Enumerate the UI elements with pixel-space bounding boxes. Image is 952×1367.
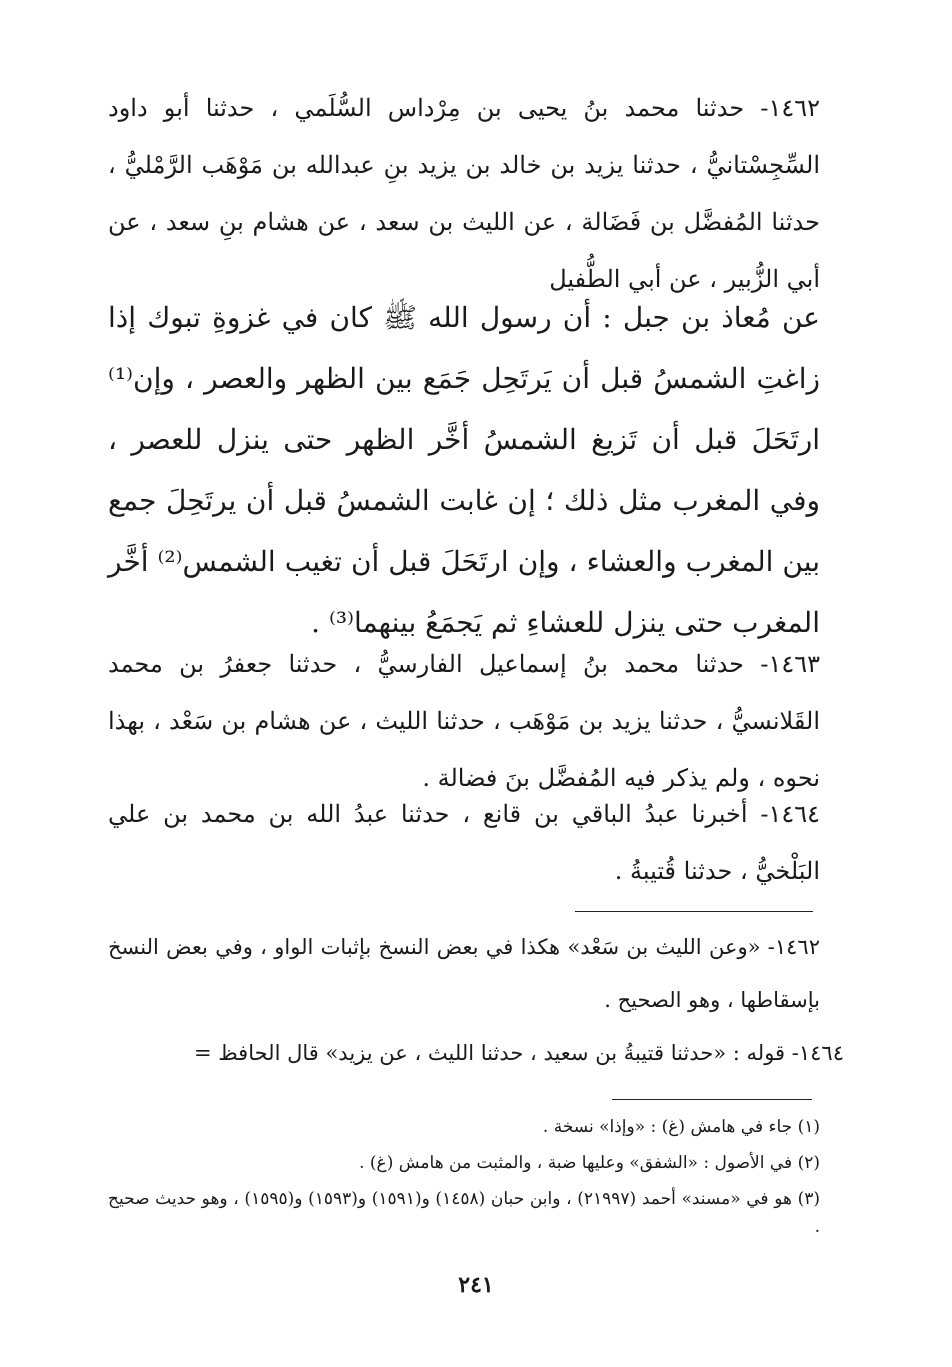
hadith-1462: ١٤٦٢- حدثنا محمد بنُ يحيى بن مِرْداس السُّلَمي ، حدثنا أبو داود السِّجِسْتانيُّ ، حدثنا يزيد بن خالد بن يزيد بنِ عبدالله بن مَوْهَب الرَّمْليُّ ، حدثنا المُفضَّل بن فَضَالة ، عن الليث بن سعد ، عن هشام بنِ سعد ، عن أبي الزُّبير ، عن أبي الطُّفيل xyxy=(108,94,820,293)
note-1462: ١٤٦٢- «وعن الليث بن سَعْد» هكذا في بعض النسخ بإثبات الواو ، وفي بعض النسخ بإسقاطها ، وهو الصحيح . xyxy=(108,935,820,1012)
footnote-3: (٣) هو في «مسند» أحمد (٢١٩٩٧) ، وابن حبان (١٤٥٨) و(١٥٩١) و(١٥٩٣) و(١٥٩٥) ، وهو حديث صحيح . xyxy=(108,1189,821,1237)
hadith-main-text: عن مُعاذ بن جبل : أن رسول الله ﷺ كان في غزوةِ تبوك إذا زاغتِ الشمسُ قبل أن يَرتَحِل جَمَع بين الظهر والعصر ، وإن⁽¹⁾ ارتَحَلَ قبل أن تَزيغ الشمسُ أخَّر الظهر حتى ينزل للعصر ، وفي المغرب مثل ذلك ؛ إن غابت الشمسُ قبل أن يرتَحِلَ جمع بين المغرب والعشاء ، وإن ارتَحَلَ قبل أن تغيب الشمس⁽²⁾ أخَّر المغرب حتى ينزل للعشاءِ ثم يَجمَعُ بينهما⁽³⁾ . xyxy=(108,301,820,639)
footnotes-divider xyxy=(612,1099,812,1100)
footnote-1: (١) جاء في هامش (غ) : «وإذا» نسخة . xyxy=(542,1117,820,1137)
page-number: ٢٤١ xyxy=(458,1272,494,1298)
note-1464: ١٤٦٤- قوله : «حدثنا قتيبةُ بن سعيد ، حدثنا الليث ، عن يزيد» قال الحافظ = xyxy=(193,1041,844,1065)
notes-divider xyxy=(575,911,813,912)
footnote-2: (٢) في الأصول : «الشفق» وعليها ضبة ، والمثبت من هامش (غ) . xyxy=(359,1153,820,1173)
hadith-1463: ١٤٦٣- حدثنا محمد بنُ إسماعيل الفارسيُّ ، حدثنا جعفرُ بن محمد القَلانسيُّ ، حدثنا يزيد بن مَوْهَب ، حدثنا الليث ، عن هشام بن سَعْد ، بهذا نحوه ، ولم يذكر فيه المُفضَّل بنَ فضالة . xyxy=(108,650,820,792)
hadith-1464: ١٤٦٤- أخبرنا عبدُ الباقي بن قانع ، حدثنا عبدُ الله بن محمد بن علي البَلْخيُّ ، حدثنا قُتيبةُ . xyxy=(108,800,820,885)
